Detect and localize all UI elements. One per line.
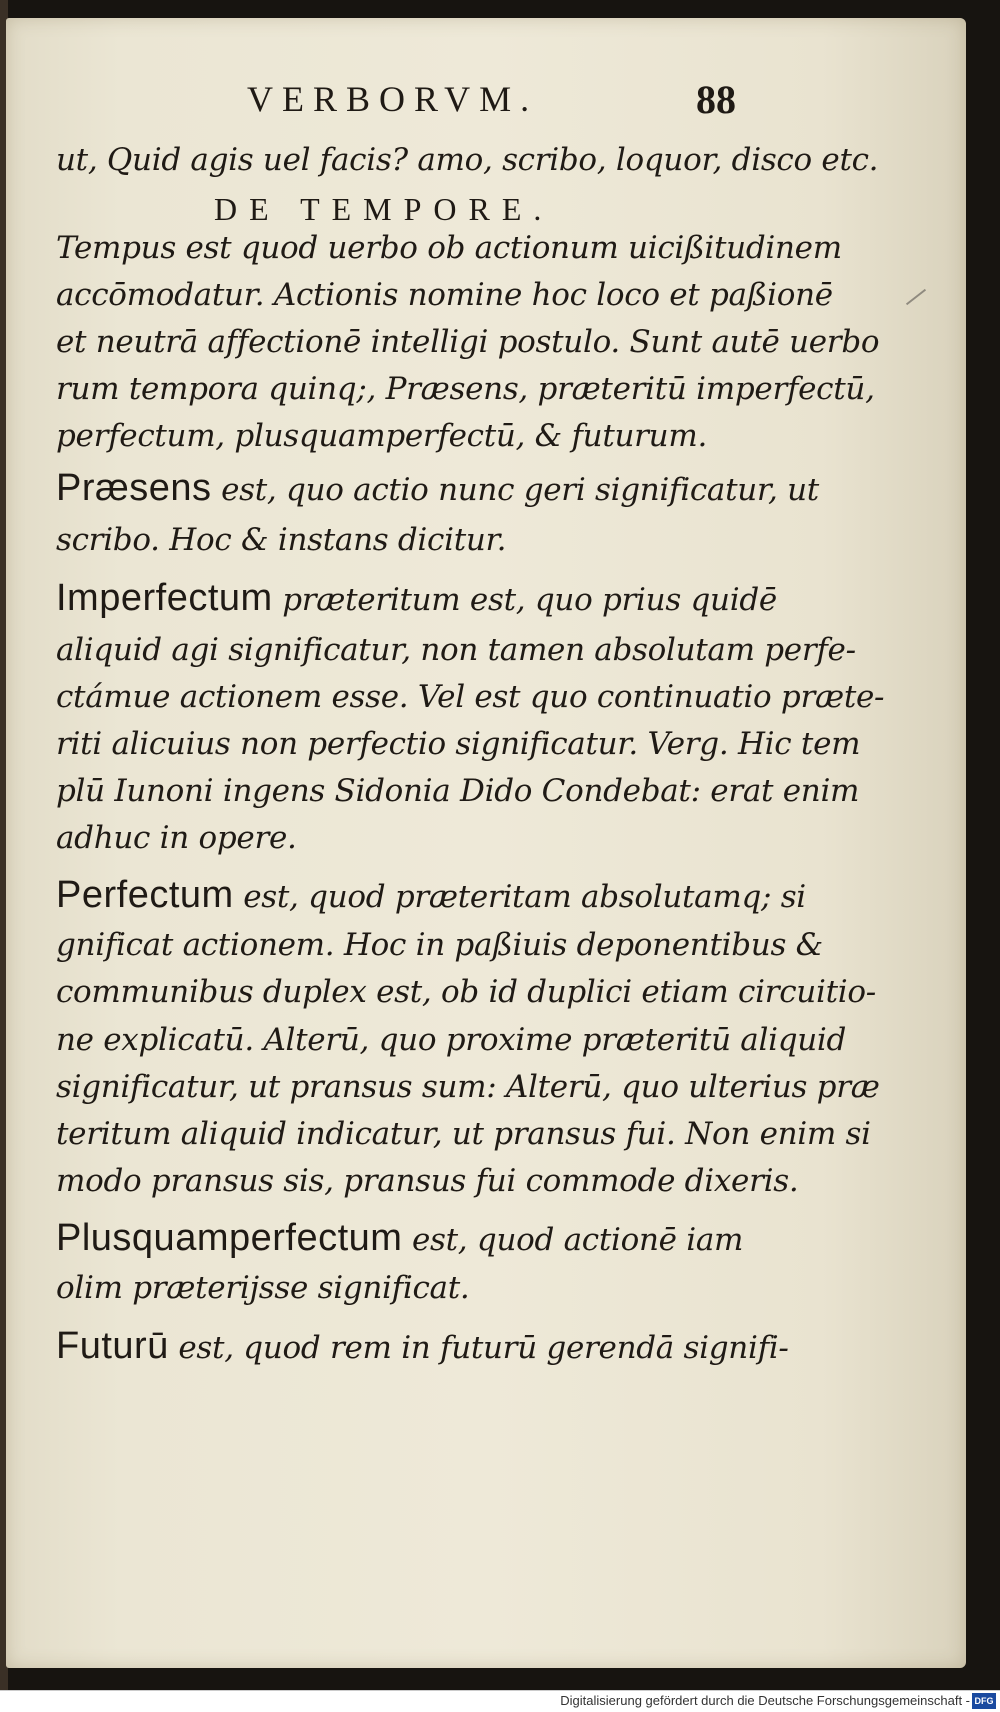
dfg-logo: DFG bbox=[972, 1693, 996, 1709]
line-text: rum tempora quinq;, Præsens, præteritū imperfectū, bbox=[56, 371, 875, 407]
text-line bbox=[56, 273, 833, 315]
page-number: 88 bbox=[696, 77, 736, 122]
line-text: perfectum, plusquamperfectū, & futurum. bbox=[56, 418, 708, 454]
line-text: est, quod actionē iam bbox=[402, 1222, 744, 1258]
text-line bbox=[56, 468, 819, 510]
book-page bbox=[6, 18, 966, 1668]
text-line bbox=[56, 875, 806, 917]
line-text: aliquid agi significatur, non tamen absolutam perfe- bbox=[56, 632, 856, 668]
funding-credit: Digitalisierung gefördert durch die Deutsche Forschungsgemeinschaft - bbox=[560, 1693, 970, 1708]
text-line bbox=[56, 1112, 871, 1154]
line-text: accōmodatur. Actionis nomine hoc loco et paßionē bbox=[56, 277, 833, 313]
section-heading: DE TEMPORE. bbox=[214, 191, 554, 227]
text-line bbox=[56, 970, 876, 1012]
text-line bbox=[56, 518, 506, 560]
text-line bbox=[56, 414, 707, 456]
text-line bbox=[56, 1218, 743, 1260]
text-line bbox=[56, 320, 879, 362]
line-text: scribo. Hoc & instans dicitur. bbox=[56, 522, 507, 558]
line-text: est, quod rem in futurū gerendā signifi- bbox=[168, 1330, 789, 1366]
line-lead: Plusquamperfectum bbox=[56, 1217, 403, 1259]
line-text: est, quo actio nunc geri significatur, ut bbox=[211, 472, 819, 508]
line-text: gnificat actionem. Hoc in paßiuis deponentibus & bbox=[56, 927, 823, 963]
line-lead: Imperfectum bbox=[56, 577, 273, 619]
line-lead: Præsens bbox=[56, 467, 212, 509]
text-line bbox=[56, 367, 875, 409]
text-line bbox=[56, 923, 823, 965]
pencil-mark bbox=[906, 289, 926, 305]
text-line bbox=[56, 226, 842, 268]
line-text: ne explicatū. Alterū, quo proxime præteritū aliquid bbox=[56, 1022, 847, 1058]
line-text: præteritum est, quo prius quidē bbox=[272, 582, 777, 618]
text-line bbox=[56, 1159, 798, 1201]
line-lead: Perfectum bbox=[56, 874, 234, 916]
line-text: et neutrā affectionē intelligi postulo. Sunt autē uerbo bbox=[56, 324, 880, 360]
text-line bbox=[56, 140, 878, 180]
line-text: riti alicuius non perfectio significatur. Verg. Hic tem bbox=[56, 726, 861, 762]
line-text: modo pransus sis, pransus fui commode dixeris. bbox=[56, 1163, 799, 1199]
text-line bbox=[56, 1065, 880, 1107]
text-line bbox=[56, 769, 859, 811]
line-text: ctámue actionem esse. Vel est quo continuatio præte- bbox=[56, 679, 885, 715]
footer-bar bbox=[0, 1690, 1000, 1712]
line-text: teritum aliquid indicatur, ut pransus fui. Non enim si bbox=[56, 1116, 871, 1152]
line-text: plū Iunoni ingens Sidonia Dido Condebat: erat enim bbox=[56, 773, 860, 809]
line-text: communibus duplex est, ob id duplici etiam circuitio- bbox=[56, 974, 876, 1010]
text-line bbox=[56, 578, 777, 620]
text-line bbox=[56, 628, 856, 670]
line-text: significatur, ut pransus sum: Alterū, quo ulterius præ bbox=[56, 1069, 880, 1105]
text-line bbox=[56, 1326, 789, 1368]
line-text: olim præterijsse significat. bbox=[56, 1270, 470, 1306]
line-text: Tempus est quod uerbo ob actionum uicißitudinem bbox=[56, 230, 842, 266]
line-text: est, quod præteritam absolutamq; si bbox=[233, 879, 806, 915]
text-line bbox=[56, 1018, 846, 1060]
line-text: adhuc in opere. bbox=[56, 820, 297, 856]
running-head: VERBORVM. bbox=[247, 79, 539, 119]
text-line bbox=[56, 675, 884, 717]
text-line bbox=[56, 1266, 469, 1308]
text-line bbox=[56, 722, 860, 764]
line-text: ut, Quid agis uel facis? amo, scribo, loquor, disco etc. bbox=[56, 142, 879, 178]
text-line bbox=[56, 816, 297, 858]
line-lead: Futurū bbox=[56, 1325, 169, 1367]
